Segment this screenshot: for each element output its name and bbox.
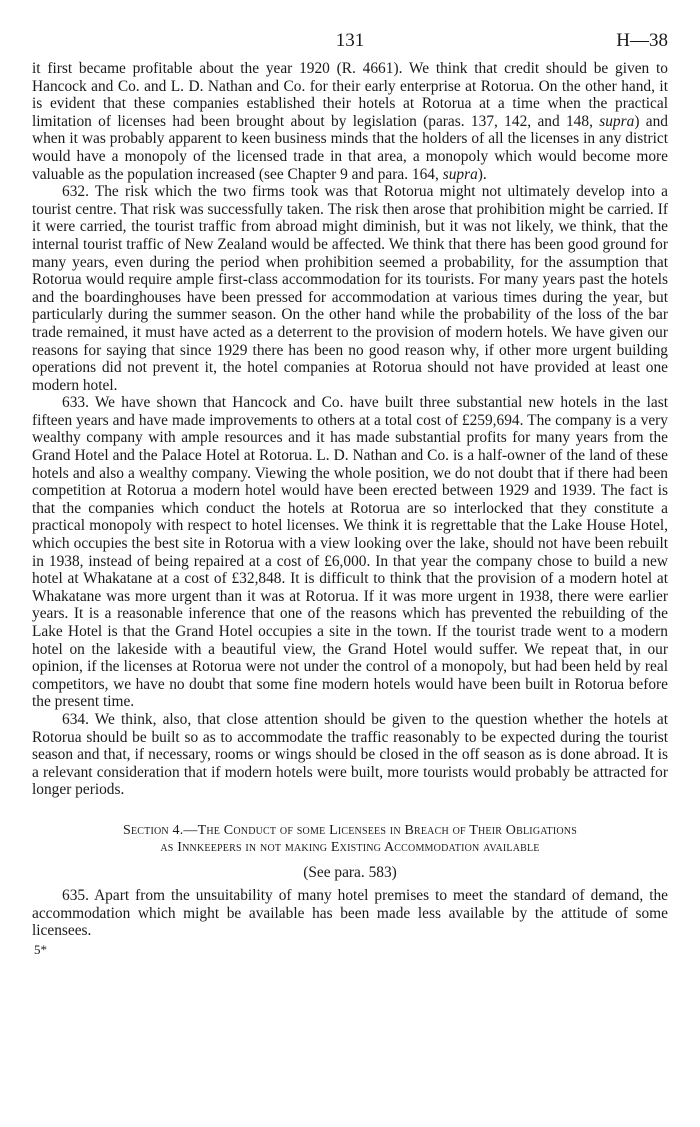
italic-supra: supra [442, 165, 478, 183]
page-number: 131 [335, 30, 365, 51]
section-heading-line-2: as Innkeepers in not making Existing Accommodation available [160, 840, 540, 856]
running-head [32, 30, 668, 60]
paragraph-continuation: it first became profitable about the year 1920 (R. 4661). We think that credit should be given to Hancock and Co. and L. D. Nathan and Co. for their early enterprise at Rotorua. On the other hand, it is evident that these companies established their hotels at Rotorua at a time when the practical limitation of licenses had been brought about by legislation (paras. 137, 142, and 148, supra) and when it was probably apparent to keen business minds that the holders of all the licenses in any district would have a monopoly of the licensed trade in that area, a monopoly which would become more valuable as the population increased (see Chapter 9 and para. 164, supra). [32, 60, 668, 183]
document-page [32, 30, 668, 958]
paragraph-632: 632. The risk which the two firms took was that Rotorua might not ultimately develop into a tourist centre. That risk was successfully taken. The risk then arose that prohibition might be carried. If it were carried, the tourist traffic from abroad might diminish, but it was not likely, we think, that the internal tourist traffic of New Zealand would be affected. We think that there has been good ground for many years, even during the period when prohibition seemed a probability, for the assumption that Rotorua would require ample first-class accommodation for its tourists. For many years past the hotels and the boardinghouses have been pressed for accommodation at various times during the year, but particularly during the summer season. On the other hand while the probability of the loss of the bar trade remained, it must have acted as a deterrent to the provision of modern hotels. We have given our reasons for saying that since 1929 there has been no good reason why, if other more urgent building operations did not prevent it, the hotel companies at Rotorua should not have provided at least one modern hotel. [32, 183, 668, 394]
body-text [32, 60, 668, 958]
paragraph-635: 635. Apart from the unsuitability of many hotel premises to meet the standard of demand, the accommodation which might be available has been made less available by the attitude of some licensees. [32, 886, 668, 940]
section-heading-line-1: Section 4.—The Conduct of some Licensees in Breach of Their Obligations [122, 822, 577, 838]
section-heading [32, 822, 668, 857]
italic-supra: supra [599, 112, 635, 130]
paragraph-633: 633. We have shown that Hancock and Co. have built three substantial new hotels in the last fifteen years and have made improvements to others at a total cost of £259,694. The company is a very wealthy company with ample resources and it has made substantial profits for many years from the Grand Hotel and the Palace Hotel at Rotorua. L. D. Nathan and Co. is a half-owner of the land of these hotels and also a wealthy company. Viewing the whole position, we do not doubt that if there had been competition at Rotorua a modern hotel would have been erected between 1929 and 1939. The fact is that the companies which conduct the hotels at Rotorua are so interlocked that they constitute a practical monopoly with respect to hotel licenses. We think it is regrettable that the Lake House Hotel, which occupies the best site in Rotorua with a view looking over the lake, should not have been rebuilt in 1938, instead of being repaired at a cost of £6,000. In that year the company chose to build a new hotel at Whakatane at a cost of £32,848. It is difficult to think that the provision of a modern hotel at Whakatane was more urgent than it was at Rotorua. If it was more urgent in 1938, there were earlier years. It is a reasonable inference that one of the reasons which has prevented the rebuilding of the Lake Hotel is that the Grand Hotel occupies a site in the town. If the tourist trade went to a modern hotel on the lakeside with a beautiful view, the Grand Hotel would suffer. We repeat that, in our opinion, if the licenses at Rotorua were not under the control of a monopoly, but had been held by real competitors, we have no doubt that some fine modern hotels would have been built in Rotorua before the present time. [32, 394, 668, 711]
document-reference: H—38 [616, 30, 668, 51]
see-reference: (See para. 583) [303, 863, 397, 881]
paragraph-634: 634. We think, also, that close attention should be given to the question whether the hotels at Rotorua should be built so as to accommodate the traffic reasonably to be expected during the tourist season and that, if necessary, rooms or wings should be closed in the off season as is done abroad. It is a relevant consideration that if modern hotels were built, more tourists would probably be attracted for longer periods. [32, 710, 668, 799]
signature-mark: 5* [34, 941, 47, 957]
